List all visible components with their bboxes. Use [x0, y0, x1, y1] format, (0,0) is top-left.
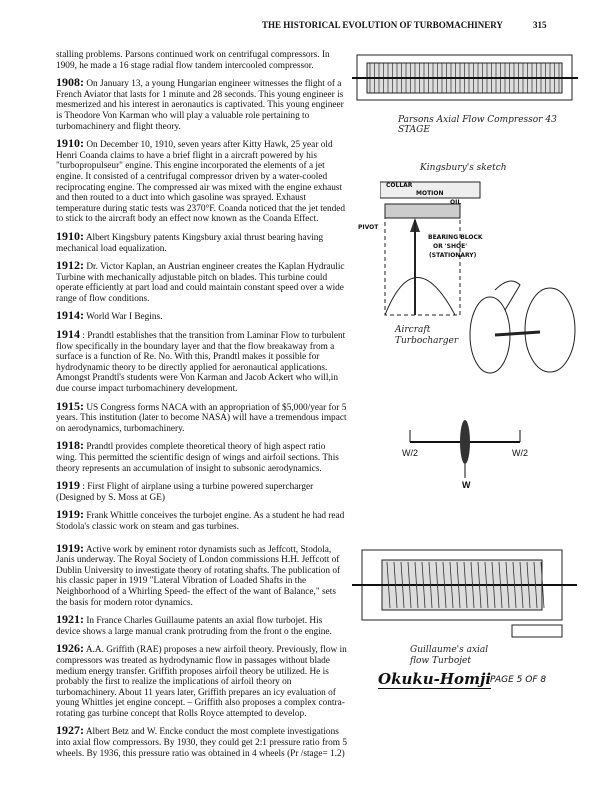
entry-year: 1910: [56, 228, 84, 243]
entry-text: World War I Begins. [86, 312, 163, 323]
timeline-entry [56, 260, 348, 304]
entry-text: On January 13, a young Hungarian engineer witnesses the flight of a French Aviator that lasts for 1 minute and 28 seconds. This young engineer is mesmerized and his interest in aeronautics is captivated. This young engineer is Theodore Von Karman who will play a valuable role pertaining to turbomachinery and flight theory. [56, 79, 344, 132]
timeline-entry [56, 50, 348, 71]
label-shoe: OR 'SHOE' [433, 243, 468, 250]
timeline-entry [56, 440, 348, 474]
entry-year: 1918: [56, 438, 84, 453]
timeline-entry [56, 614, 348, 637]
entry-year: 1908: [56, 75, 84, 90]
entry-text: In France Charles Guillaume patents an axial flow turbojet. His device shows a large manual crank protruding from the front o the engine. [56, 616, 332, 637]
entry-text: : Prandtl establishes that the transition from Laminar Flow to turbulent flow specifically in the boundary layer and that the flow breakaway from a surface is a function of Re. No. With this, Prandtl makes it possible for hydrodynamic theory to be directly applied for aeronautical applications. Amongst Prandtl's students were Von Karman and Jacob Ackert who will,in due course impact turbomachinery development. [56, 331, 346, 395]
entry-text: Albert Kingsbury patents Kingsbury axial thrust bearing having mechanical load equalization. [56, 232, 324, 254]
entry-year: 1915: [56, 398, 84, 413]
kingsbury-caption: Kingsbury's sketch [420, 163, 507, 173]
timeline-entry [56, 310, 348, 323]
timeline-entry [56, 480, 348, 503]
entry-year: 1921: [56, 612, 84, 627]
entry-text: Dr. Victor Kaplan, an Austrian engineer creates the Kaplan Hydraulic Turbine with mechanically adjustable pitch on blades. This turbine could operate efficiently at part load and could maintain constant speed over a wide range of flow conditions. [56, 262, 345, 304]
timeline-entry [56, 228, 348, 254]
entry-text: Albert Betz and W. Encke conduct the most complete investigations into axial flow compressors. By 1930, they could get 2:1 pressure ratio from 5 wheels. By 1936, this pressure ratio was obtained in 4 wheels (Pr /stage= 1.2) [56, 727, 347, 759]
entry-year: 1912: [56, 258, 84, 273]
entry-text: A.A. Griffith (RAE) proposes a new airfoil theory. Previously, flow in compressors was treated as hydrodynamic flow in passages without blade medium energy transfer. Griffith proposes airfoil theory be utilized. He is probably the first to realize the implications of airfoil theory on turbomachinery. About 11 years later, Griffith prepares an icy evaluation of young Whittles jet engine concept. – Griffith also proposes a complex contra-rotating gas turbine concept that Rolls Royce attempted to develop. [56, 645, 347, 719]
turbocharger-drawing [465, 270, 585, 380]
parsons-caption: Parsons Axial Flow Compressor 43 STAGE [398, 115, 557, 135]
timeline-entry [56, 540, 348, 609]
parsons-compressor-drawing [352, 45, 580, 115]
timeline-entry [56, 398, 348, 435]
guillaume-caption: Guillaume's axial flow Turbojet [410, 645, 489, 666]
rotor-label-left: W/2 [402, 448, 419, 458]
label-motion: MOTION [416, 190, 444, 197]
entry-year: 1919 [56, 478, 80, 493]
entry-text: Frank Whittle conceives the turbojet engine. As a student he had read Stodola's classic work on steam and gas turbines. [56, 511, 345, 532]
page-number: 315 [533, 20, 547, 30]
rotor-label-weight: W [462, 480, 471, 490]
running-header: THE HISTORICAL EVOLUTION OF TURBOMACHINERY [262, 20, 503, 30]
entry-year: 1919: [56, 507, 84, 522]
timeline-entry [56, 138, 348, 225]
entry-year: 1919: [56, 540, 84, 555]
timeline-entry [56, 643, 348, 719]
timeline-column [56, 50, 348, 765]
entry-text: stalling problems. Parsons continued work on centrifugal compressors. In 1909, he made a 16 stage radial flow tandem intercooled compressor. [56, 50, 330, 71]
page-note: PAGE 5 OF 8 [490, 675, 547, 685]
author-signature: Okuku-Homji [378, 670, 492, 688]
timeline-entry [56, 77, 348, 132]
entry-text: Active work by eminent rotor dynamists such as Jeffcott, Stodola, Janis underway. The Royal Society of London commissions H.H. Jeffcott of Dublin University to investigate theory of rotating shafts. The publication of his classic paper in 1919 "Lateral Vibration of Loaded Shafts in the Neighborhood of a Whirling Speed- the effect of the want of Balance," sets the basis for modern rotor dynamics. [56, 544, 341, 608]
label-bearing-block: BEARING BLOCK [428, 234, 483, 241]
entry-text: US Congress forms NACA with an appropriation of $5,000/year for 5 years. This institution (later to become NASA) will have a tremendous impact on aerodynamics, turbomachinery. [56, 402, 347, 434]
timeline-entry [56, 329, 348, 395]
timeline-entry [56, 725, 348, 759]
entry-text: On December 10, 1910, seven years after Kitty Hawk, 25 year old Henri Coanda claims to have a brief flight in a aircraft powered by his "turbopropulseur" engine. This engine incorporated the elements of a jet engine. It consisted of a centrifugal compressor driven by a water-cooled reciprocating engine. The compressed air was mixed with the engine exhaust and then routed to a duct into which gasoline was sprayed. Exhaust temperature during static tests was 2370°F. Coanda noticed that the jet tended to stick to the aircraft body an effect now known as the Coanda Effect. [56, 140, 346, 225]
label-stationary: (STATIONARY) [429, 252, 477, 259]
entry-text: Prandtl provides complete theoretical theory of high aspect ratio wing. This permitted the scientific design of wings and airfoil sections. This theory represents an accumulation of insight to subsonic aerodynamics. [56, 442, 339, 474]
guillaume-turbojet-drawing [352, 525, 580, 640]
rotor-label-right: W/2 [512, 448, 529, 458]
turbocharger-caption: Aircraft Turbocharger [395, 325, 459, 346]
label-pivot: PIVOT [358, 224, 379, 231]
entry-year: 1914 [56, 327, 80, 342]
label-collar: COLLAR [386, 182, 413, 189]
entry-year: 1914: [56, 308, 84, 323]
entry-year: 1927: [56, 723, 84, 738]
jeffcott-rotor-drawing [400, 410, 530, 480]
timeline-entry [56, 509, 348, 532]
entry-year: 1926: [56, 641, 84, 656]
label-oil: OIL [450, 199, 462, 206]
entry-text: : First Flight of airplane using a turbine powered supercharger (Designed by S. Moss at GE) [56, 482, 314, 503]
entry-year: 1910: [56, 136, 84, 151]
